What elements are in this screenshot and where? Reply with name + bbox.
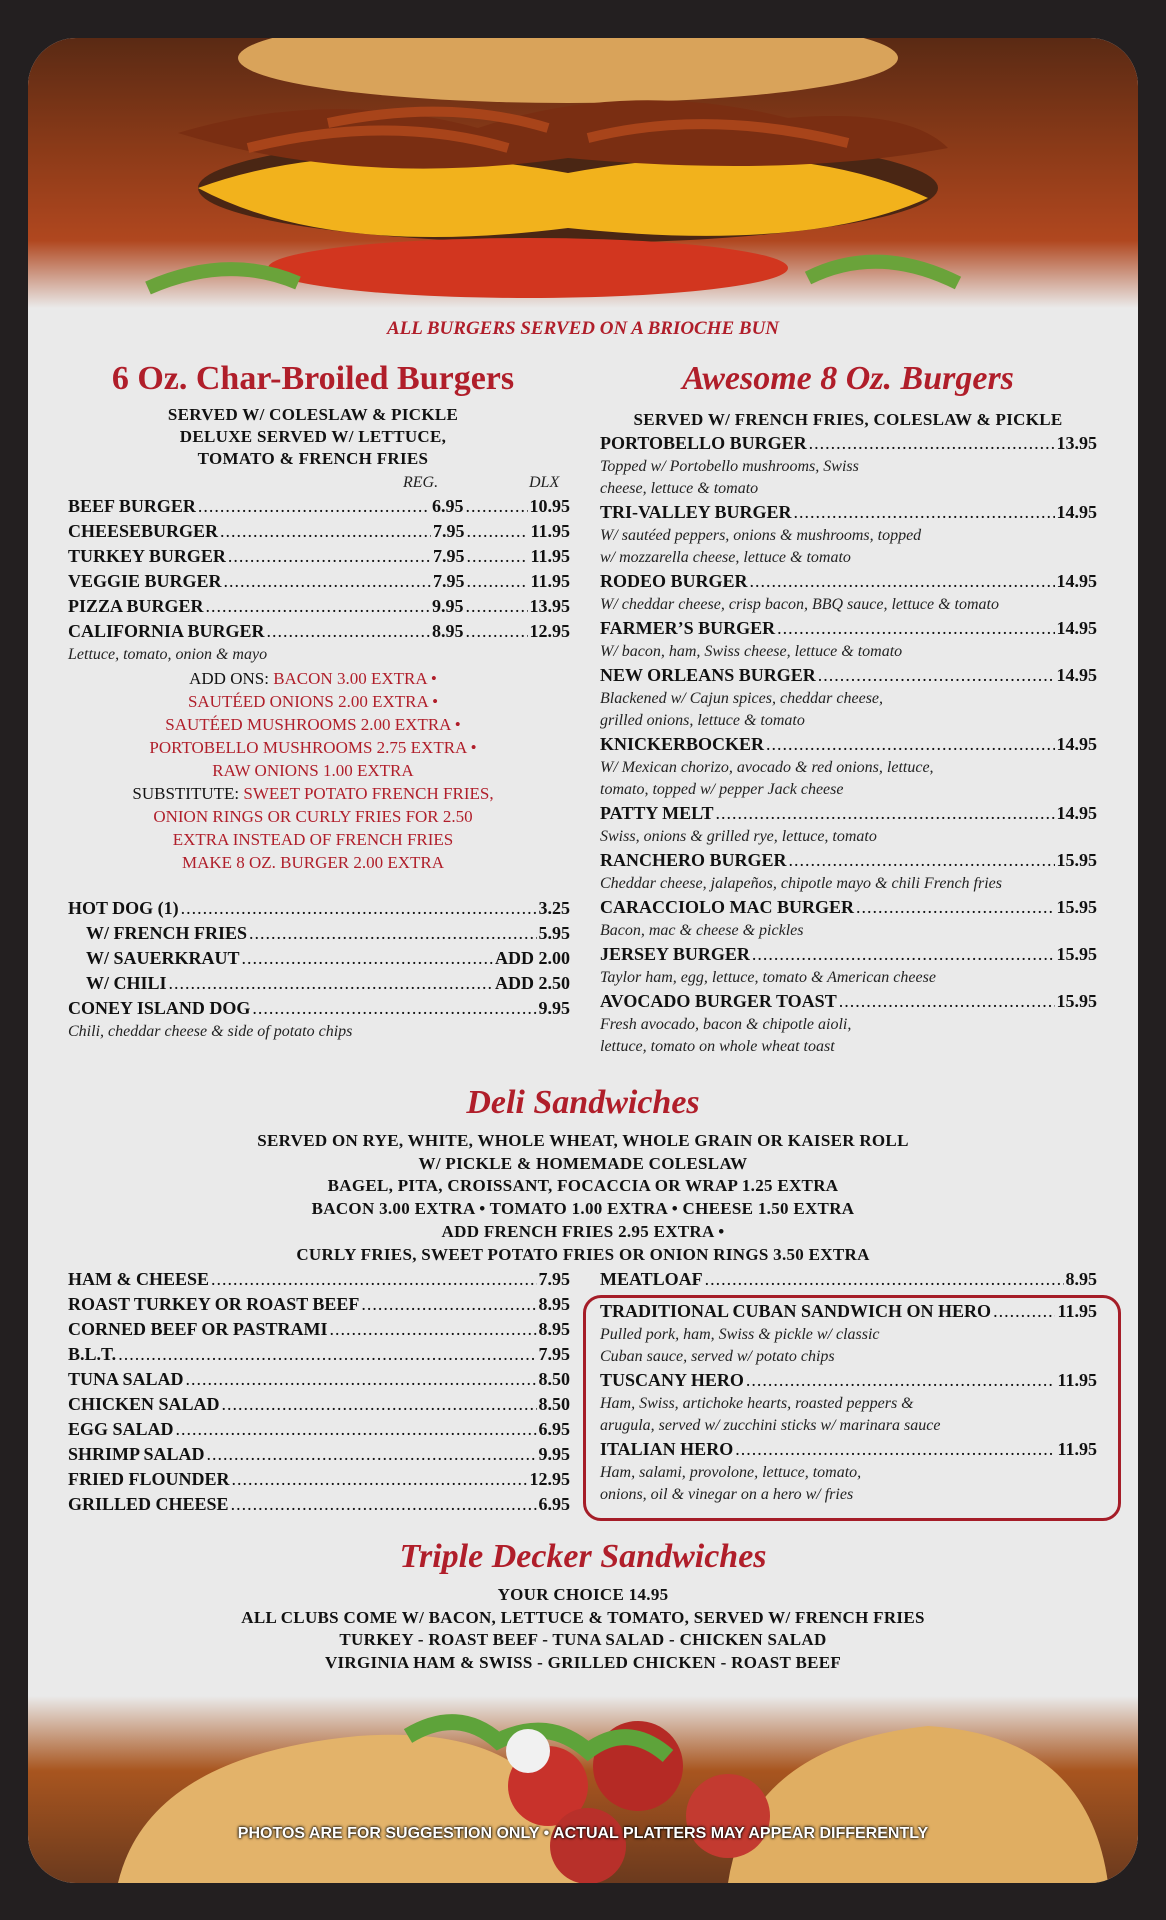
item-name: CHICKEN SALAD: [68, 1394, 220, 1414]
menu-item: [68, 896, 570, 921]
leader-dots: [169, 971, 493, 996]
hotdog-list: [68, 896, 570, 1021]
menu-item: [68, 1317, 570, 1342]
burger-6oz-list: [68, 494, 570, 644]
item-name: JERSEY BURGER: [600, 944, 750, 964]
leader-dots: [249, 921, 536, 946]
menu-item: [600, 569, 1097, 594]
leader-dots: [750, 569, 1055, 594]
item-price: 7.95: [432, 571, 465, 591]
menu-item: [68, 946, 570, 971]
leader-dots: [705, 1267, 1064, 1292]
item-price: 14.95: [1056, 618, 1097, 638]
item-name: NEW ORLEANS BURGER: [600, 665, 816, 685]
menu-item: [600, 848, 1097, 873]
leader-dots: [222, 1392, 537, 1417]
item-price: 9.95: [432, 596, 464, 616]
menu-item: [68, 996, 570, 1021]
item-description: arugula, served w/ zucchini sticks w/ marinara sauce: [600, 1417, 941, 1434]
triple-info-line: TURKEY - ROAST BEEF - TUNA SALAD - CHICKEN SALAD: [339, 1630, 827, 1650]
item-price: 14.95: [1056, 571, 1097, 591]
menu-item: [68, 921, 570, 946]
item-name: RODEO BURGER: [600, 571, 748, 591]
item-name: CARACCIOLO MAC BURGER: [600, 897, 855, 917]
leader-dots: [242, 946, 493, 971]
leader-dots: [176, 1417, 537, 1442]
item-name: FRIED FLOUNDER: [68, 1469, 230, 1489]
coney-desc: Chili, cheddar cheese & side of potato chips: [68, 1023, 353, 1040]
item-price: 6.95: [538, 1494, 570, 1514]
leader-dots: [746, 1368, 1056, 1393]
leader-dots: [766, 732, 1054, 757]
addon-item: SAUTÉED ONIONS 2.00 EXTRA •: [187, 692, 439, 711]
item-description: W/ cheddar cheese, crisp bacon, BBQ sauce, lettuce & tomato: [600, 596, 999, 613]
item-price: 15.95: [1056, 897, 1097, 917]
addon-item: SAUTÉED MUSHROOMS 2.00 EXTRA •: [165, 715, 461, 734]
leader-dots: [466, 519, 528, 544]
item-price: 7.95: [432, 546, 465, 566]
item-name: W/ FRENCH FRIES: [86, 923, 248, 943]
item-name: EGG SALAD: [68, 1419, 174, 1439]
item-description: grilled onions, lettuce & tomato: [600, 712, 805, 729]
leader-dots: [856, 895, 1054, 920]
item-name: CORNED BEEF OR PASTRAMI: [68, 1319, 328, 1339]
item-name: FARMER’S BURGER: [600, 618, 776, 638]
menu-item: [600, 989, 1097, 1014]
addon-item: PORTOBELLO MUSHROOMS 2.75 EXTRA •: [149, 738, 477, 757]
burger-8oz-list: [600, 431, 1097, 1058]
menu-item: [68, 1467, 570, 1492]
item-description: Ham, salami, provolone, lettuce, tomato,: [600, 1464, 862, 1481]
triple-info: [28, 1584, 1138, 1675]
item-price: 11.95: [1057, 1370, 1097, 1390]
hero-list: [600, 1299, 1097, 1506]
item-description: w/ mozzarella cheese, lettuce & tomato: [600, 549, 851, 566]
photo-disclaimer: PHOTOS ARE FOR SUGGESTION ONLY • ACTUAL PLATTERS MAY APPEAR DIFFERENTLY: [237, 1825, 929, 1842]
menu-item: [600, 500, 1097, 525]
subtitle-line: SERVED W/ COLESLAW & PICKLE: [167, 405, 459, 424]
item-name: W/ SAUERKRAUT: [86, 948, 240, 968]
leader-dots: [228, 544, 431, 569]
item-price: 11.95: [1057, 1301, 1097, 1321]
item-name: PORTOBELLO BURGER: [600, 433, 807, 453]
menu-item: [68, 971, 570, 996]
item-price: 12.95: [529, 1469, 570, 1489]
section-8oz-subtitle: SERVED W/ FRENCH FRIES, COLESLAW & PICKLE: [633, 410, 1063, 429]
menu-item: [68, 544, 570, 569]
addons-label: ADD ONS:: [189, 669, 269, 688]
leader-dots: [206, 594, 430, 619]
item-name: MEATLOAF: [600, 1269, 703, 1289]
item-price: 7.95: [538, 1269, 570, 1289]
item-price: 14.95: [1056, 665, 1097, 685]
item-name: BEEF BURGER: [68, 496, 196, 516]
menu-item: [68, 1392, 570, 1417]
leader-dots: [809, 431, 1055, 456]
deli-info-line: BACON 3.00 EXTRA • TOMATO 1.00 EXTRA • CHEESE 1.50 EXTRA: [311, 1199, 855, 1219]
item-name: AVOCADO BURGER TOAST: [600, 991, 837, 1011]
col-header-reg: REG.: [403, 474, 439, 491]
deli-info-line: BAGEL, PITA, CROISSANT, FOCACCIA OR WRAP 1.25 EXTRA: [327, 1176, 839, 1196]
leader-dots: [839, 989, 1055, 1014]
deli-info-line: W/ PICKLE & HOMEMADE COLESLAW: [418, 1153, 748, 1173]
menu-item: [68, 619, 570, 644]
item-price: 9.95: [538, 998, 570, 1018]
menu-item: [68, 1442, 570, 1467]
item-price-deluxe: 10.95: [529, 496, 570, 516]
item-price: 8.50: [538, 1369, 570, 1389]
substitute-line: MAKE 8 OZ. BURGER 2.00 EXTRA: [181, 853, 445, 872]
item-name: TRI-VALLEY BURGER: [600, 502, 792, 522]
menu-item: [600, 942, 1097, 967]
item-description: Fresh avocado, bacon & chipotle aioli,: [600, 1016, 852, 1033]
california-desc: Lettuce, tomato, onion & mayo: [68, 646, 268, 663]
menu-item: [68, 1367, 570, 1392]
item-name: ITALIAN HERO: [600, 1439, 734, 1459]
item-price-deluxe: 13.95: [529, 596, 570, 616]
item-description: Ham, Swiss, artichoke hearts, roasted peppers &: [600, 1395, 914, 1412]
menu-item: [600, 801, 1097, 826]
item-name: VEGGIE BURGER: [68, 571, 222, 591]
item-name: KNICKERBOCKER: [600, 734, 765, 754]
item-description: Cheddar cheese, jalapeños, chipotle mayo & chili French fries: [600, 875, 1002, 892]
leader-dots: [181, 896, 537, 921]
leader-dots: [211, 1267, 536, 1292]
brioche-banner: ALL BURGERS SERVED ON A BRIOCHE BUN: [386, 318, 780, 339]
leader-dots: [752, 942, 1055, 967]
leader-dots: [224, 569, 431, 594]
item-name: TUSCANY HERO: [600, 1370, 744, 1390]
menu-item: [68, 1342, 570, 1367]
leader-dots: [330, 1317, 537, 1342]
deli-info: [28, 1130, 1138, 1266]
item-name: ROAST TURKEY OR ROAST BEEF: [68, 1294, 360, 1314]
leader-dots: [777, 616, 1054, 641]
menu-item: [68, 519, 570, 544]
item-price: 15.95: [1056, 991, 1097, 1011]
menu-item: [600, 1267, 1097, 1292]
item-price: 5.95: [538, 923, 570, 943]
subtitle-line: DELUXE SERVED W/ LETTUCE,: [179, 427, 447, 446]
leader-dots: [466, 619, 528, 644]
leader-dots: [231, 1492, 537, 1517]
item-price-deluxe: 11.95: [530, 521, 570, 541]
leader-dots: [252, 996, 536, 1021]
item-price: 11.95: [1057, 1439, 1097, 1459]
menu-item: [68, 1292, 570, 1317]
leader-dots: [466, 569, 528, 594]
item-name: CONEY ISLAND DOG: [68, 998, 251, 1018]
item-description: Topped w/ Portobello mushrooms, Swiss: [600, 458, 859, 475]
leader-dots: [207, 1442, 537, 1467]
item-name: TRADITIONAL CUBAN SANDWICH ON HERO: [600, 1301, 992, 1321]
section-title-triple: Triple Decker Sandwiches: [399, 1538, 767, 1575]
menu-item: [68, 569, 570, 594]
addon-item: RAW ONIONS 1.00 EXTRA: [212, 761, 414, 780]
item-name: RANCHERO BURGER: [600, 850, 787, 870]
item-name: TUNA SALAD: [68, 1369, 184, 1389]
col-header-dlx: DLX: [529, 474, 560, 491]
item-description: W/ bacon, ham, Swiss cheese, lettuce & tomato: [600, 643, 903, 660]
menu-item: [68, 1417, 570, 1442]
item-description: tomato, topped w/ pepper Jack cheese: [600, 781, 844, 798]
section-title-deli: Deli Sandwiches: [466, 1084, 700, 1121]
deli-info-line: ADD FRENCH FRIES 2.95 EXTRA •: [441, 1221, 725, 1241]
item-price: 9.95: [538, 1444, 570, 1464]
menu-item: [68, 1492, 570, 1517]
triple-info-line: YOUR CHOICE 14.95: [497, 1585, 669, 1604]
item-description: Blackened w/ Cajun spices, cheddar cheese,: [600, 690, 884, 707]
item-price: 8.95: [1065, 1269, 1097, 1289]
menu-item: [600, 1368, 1097, 1393]
menu-item: [600, 663, 1097, 688]
item-name: B.L.T.: [68, 1344, 117, 1364]
item-name: CHEESEBURGER: [68, 521, 219, 541]
subtitle-line: TOMATO & FRENCH FRIES: [197, 449, 429, 468]
item-name: HAM & CHEESE: [68, 1269, 210, 1289]
triple-info-line: VIRGINIA HAM & SWISS - GRILLED CHICKEN - ROAST BEEF: [324, 1653, 842, 1673]
menu-item: [68, 594, 570, 619]
leader-dots: [118, 1342, 536, 1367]
menu-item: [600, 431, 1097, 456]
item-price: 8.95: [538, 1294, 570, 1314]
leader-dots: [361, 1292, 536, 1317]
deli-info-line: CURLY FRIES, SWEET POTATO FRIES OR ONION RINGS 3.50 EXTRA: [296, 1244, 870, 1264]
substitute-line: EXTRA INSTEAD OF FRENCH FRIES: [172, 830, 454, 849]
leader-dots: [993, 1299, 1055, 1324]
item-description: Taylor ham, egg, lettuce, tomato & American cheese: [600, 969, 936, 986]
section-title-8oz: Awesome 8 Oz. Burgers: [682, 360, 1014, 397]
menu-item: [68, 494, 570, 519]
substitute-line: ONION RINGS OR CURLY FRIES FOR 2.50: [153, 807, 473, 826]
menu-item: [600, 616, 1097, 641]
leader-dots: [267, 619, 430, 644]
item-price-deluxe: 11.95: [530, 571, 570, 591]
burger-photo: [28, 38, 1138, 308]
leader-dots: [466, 594, 528, 619]
leader-dots: [789, 848, 1055, 873]
leader-dots: [186, 1367, 537, 1392]
deli-meatloaf: [600, 1267, 1097, 1292]
item-price: 6.95: [538, 1419, 570, 1439]
item-price: 7.95: [538, 1344, 570, 1364]
item-name: SHRIMP SALAD: [68, 1444, 205, 1464]
item-price: ADD 2.00: [495, 948, 570, 968]
item-name: HOT DOG (1): [68, 898, 179, 918]
addons-block: [68, 667, 558, 874]
item-price: 15.95: [1056, 944, 1097, 964]
item-price-deluxe: 11.95: [530, 546, 570, 566]
item-price: 14.95: [1056, 502, 1097, 522]
section-6oz-subtitle: [68, 404, 558, 470]
item-price: 8.95: [538, 1319, 570, 1339]
item-name: PATTY MELT: [600, 803, 714, 823]
item-price: 7.95: [432, 521, 465, 541]
deli-left-list: [68, 1267, 570, 1517]
item-description: cheese, lettuce & tomato: [600, 480, 759, 497]
leader-dots: [466, 544, 528, 569]
item-description: lettuce, tomato on whole wheat toast: [600, 1038, 835, 1055]
leader-dots: [232, 1467, 528, 1492]
item-description: Bacon, mac & cheese & pickles: [600, 922, 804, 939]
menu-card: [28, 38, 1138, 1883]
item-name: W/ CHILI: [86, 973, 167, 993]
leader-dots: [818, 663, 1055, 688]
item-price: 6.95: [432, 496, 464, 516]
sandwich-photo: [28, 1696, 1138, 1883]
item-name: CALIFORNIA BURGER: [68, 621, 265, 641]
item-name: TURKEY BURGER: [68, 546, 226, 566]
triple-info-line: ALL CLUBS COME W/ BACON, LETTUCE & TOMATO, SERVED W/ FRENCH FRIES: [241, 1607, 925, 1627]
menu-item: [600, 895, 1097, 920]
menu-item: [600, 732, 1097, 757]
deli-info-line: SERVED ON RYE, WHITE, WHOLE WHEAT, WHOLE GRAIN OR KAISER ROLL: [257, 1131, 909, 1150]
addon-item: BACON 3.00 EXTRA •: [273, 669, 437, 688]
substitute-label: SUBSTITUTE:: [132, 784, 240, 803]
item-price: 3.25: [538, 898, 570, 918]
leader-dots: [794, 500, 1055, 525]
leader-dots: [220, 519, 431, 544]
item-description: Pulled pork, ham, Swiss & pickle w/ classic: [600, 1326, 880, 1343]
item-name: GRILLED CHEESE: [68, 1494, 229, 1514]
menu-item: [68, 1267, 570, 1292]
item-price: 8.50: [538, 1394, 570, 1414]
item-description: W/ Mexican chorizo, avocado & red onions, lettuce,: [600, 759, 934, 776]
substitute-line: SWEET POTATO FRENCH FRIES,: [243, 784, 494, 803]
item-name: PIZZA BURGER: [68, 596, 204, 616]
item-price: 14.95: [1056, 803, 1097, 823]
leader-dots: [735, 1437, 1055, 1462]
leader-dots: [198, 494, 430, 519]
menu-item: [600, 1437, 1097, 1462]
item-description: onions, oil & vinegar on a hero w/ fries: [600, 1486, 854, 1503]
item-price-deluxe: 12.95: [529, 621, 570, 641]
section-title-6oz: 6 Oz. Char-Broiled Burgers: [111, 360, 515, 397]
leader-dots: [716, 801, 1055, 826]
menu-item: [600, 1299, 1097, 1324]
item-description: Swiss, onions & grilled rye, lettuce, tomato: [600, 828, 877, 845]
item-price: 14.95: [1056, 734, 1097, 754]
item-price: 13.95: [1056, 433, 1097, 453]
item-price: 15.95: [1056, 850, 1097, 870]
leader-dots: [466, 494, 528, 519]
item-price: ADD 2.50: [495, 973, 570, 993]
item-description: Cuban sauce, served w/ potato chips: [600, 1348, 835, 1365]
item-price: 8.95: [432, 621, 464, 641]
item-description: W/ sautéed peppers, onions & mushrooms, topped: [600, 527, 922, 544]
